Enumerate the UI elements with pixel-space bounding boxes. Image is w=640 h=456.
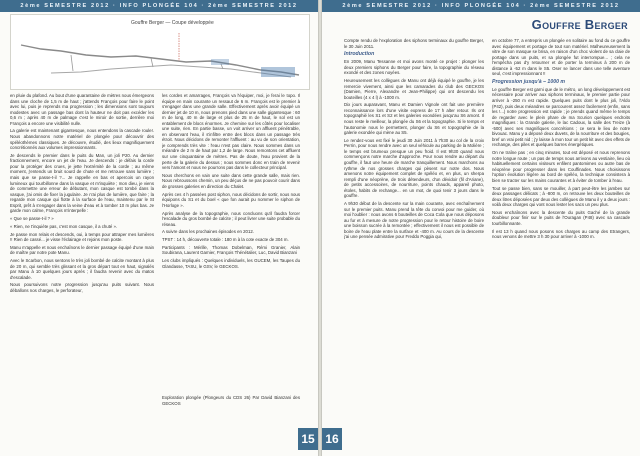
right-column-2: en octobre 77, a entrepris un plongée en solitaire au fond du ce gouffre avec équipement et portage de tout son matériel. Malheureusement la vitre de son masque se brisa, en raison d'un choc violent de sa claie de portage dans un puits, et sa plongée fut interrompue... ; cela ne l'empêcha pas d'y retourner et de porter la terminus à 200 m de distance à -52 m dans le S5. Oser se lancer dans une telle aventure seul, c'est impressionnant !! Progression jusqu'à – 1000 m Le gouffre Berger est garni que de le métro, un long développement est nécessaire pour arriver aux siphons terminaux, le premier partie pour arriver à -250 m est rapide. Quelques puits dont le plus joli, l'Aldo (P42), puis deux méandres se parcourent assez facilement (enfin, sans les !...) notre progression est rapide ; je prends quand même le temps de regarder avec le plein phare de ma Scurion quelques endroits magnifiques : la Grande galerie, le lac Cadoux, la salle des Treize (à -500) avec ses magnifiques concrétions ; ce sera le lieu de notre bivouac. Manu y a déposé deux duvets, de la nourriture et des bougies, bref un vrai petit nid ; j'y laisse à mon tour un petit kit avec des effets de rechange, des piles et quelques barres énergétiques. On ne traîne pas ; en cinq minutes, tout est déposé et nous reprenons notre longue route ; un pas de temps nous arrivons au vestiaire, lieu où habituellement certains visiteurs enfilent pantomimes ou autre bas de néoprène pour progresser dans les Couffinades. Nous choisissons l'option évolution légère au bord de spéléo, la technique consistera à bien se tracter sur les mains courantes et à éviter de tomber à l'eau. Tout se passe bien, sans se mouiller, à part peut-être les jambes sur deux passages délicats ; à -800 m, on retrouve les deux bouteilles de deux litres déposées par deux des collègues de Manu il y a deux jours : voilà deux charges qui vont nous lester les sacs un peu plus. Nous enchaînons avec la descente du puits Gaché de la grande doubleur pour finir sur le puits de l'Ouragan (P48) avec sa cascade tourbillonnante. Il est 13 h quand nous posons nos charges au camp des Etrangers, nous venons de mettre 3 h 30 pour arriver à -1000 m.: [492, 38, 630, 240]
gallery-line-lower: [51, 65, 291, 77]
page-left: [0, 0, 318, 456]
section-heading-intro: Introduction: [344, 51, 375, 58]
page-right: [322, 0, 640, 456]
gallery-line-upper: [21, 45, 299, 75]
shaft-2: [151, 58, 153, 67]
left-column-1: en pluie du plafond. Au bout d'une quarantaine de mètres nous émergeons dans une cloche de 1,5 m de haut ; j'attends François pour faire le point avec lui, puis je reprends ma progression ; les dimensions sont toujours modestes avec un passage bas dont la hauteur ne doit pas excéder les 0,6 m ; après 40 m de palmage c'est le miroir de sortie, derrière moi François a encore une visibilité nulle. La galerie est maintenant gigantesque, nous entendons la cascade rouler. Nous abandonnons notre matériel de plongée pour découvrir des spéléothèmes classiques. Je découvre, étudié, des lieux magnifiquement concrétionnés aux volumes impressionnants. Je descends le premier dans le puits du Man, un joli P20. Au dernier fractionnement, encore un jet de l'eau. Je descends : je défais la corde pour la protéger des crues, je jette l'extrémité de la corde ; au même moment, j'entends un bruit sourd de chute et me retrouve sans lumière ; mais que se passe-t-il ?... Je rappelle en bas et apercois un rayon lumineux qui tourbillonne dans la vasque et m'inquiète ; mon dieu, je viens de commettre une erreur de débutant, mon casque est tombé dans la vasque, j'ai omis de fixer la jugulaire. Je n'ai plus de lumière, que faire ; la regarde mon casque qui flotte à la surface de l'eau, maintenu par le St Esprit, prêt à s'engager dans la veine d'eau et à tomber 10 m plus bas. Je garde mon calme, François m'interpelle : « Que se passe-t-il ? » « Rien, ne t'inquiète pas, c'est mon casque, il a chuté ». Je passe mon relais et descends, oui, à temps pour attraper mes lumières !! Rien de cassé... je visse l'éclairage et rejoins mon poste. Manu m'appelle et nous enchaînons le dernier passage équipé d'une main de maître par notre pote Manu. Avec le Scarbon, nous sentons le très joli bombé de calcite montant à plus de 20 m, qui semble très glissant et la gros départ tout en haut, signalés par Manu à 10 quelques jours après ; il faudra revenir avec du matos d'escalade. Nous poursuivons notre progression jusqu'au puits suivant. Nous déballons nos charges, le perforateur,: [10, 93, 154, 293]
sump-zone-2: [211, 59, 229, 65]
article-title: Gouffre Berger: [531, 17, 628, 32]
shaft-1: [71, 55, 73, 71]
page-number-left: 15: [298, 428, 318, 450]
sump-zone: [261, 67, 295, 77]
right-column-1: Compte rendu de l'exploration des siphons terminaux du gouffre Berger, le 30 Juin 2011. Introduction En 2009, Manu Tessanne et moi avons monté ce projet : plonger les deux premiers siphons du Berger pour faire, la topographie du réseau exondé et des zones noyées. Heureusement les collègues de Manu ont déjà équipé le gouffre, je les remercie vivement, ainsi que les camarades du club des GECKOS (Damien, Pierre, Alexandre et Jean-Philippe) qui ont descendu les bouteilles (4 x 4 l) à -1000 m. Dix jours auparavant, Manu et Damien Vignole ont fait une première reconnaissance lors d'une visite express de 17 h alter retour. Ils ont topographié les S1 et S2 et les galeries exondées jusqu'au S6 amont. Il nous reste le meilleur, la plongée du S6 et la topographie. Si le temps et l'autonomie nous le permettent, plonger du S6 et topographie de la galerie exondée qui mène au S5. Le rendez-vous est fixé le jeudi 30 Juin 2011 à 7h30 au col de la croix Perrin, pour nous rendre avec un seul véhicule au parking de la Molière ; le temps est brumeux presque un peu froid. Il est 9h30 quand nous commençons notre marche d'approche. Pour nous rendre au départ du gouffre, il faut une heure de marche tranquillement. Nous marchons au rythme de nos grosses charges qui pèsent sur notre dos. Nous amenons notre équipement complet de spéléo et, en plus, un sherpa rempli d'une néoprène, de trois détendeurs, d'un dévidoir (fil d'Ariane), de petits accessoires, de nourriture, points chauds, appareil photo, étoles, habits de rechange... en un mot, de quoi tenir 3 jours dans le gouffre. A 9h30 début de la descente sur la main courante, avec enchaînement sur le premier puits. Manu prend la tête du convoi pour me guider, où moi l'oublier : nous avons 6 bouteilles de Coca Cola que nous déposons au fur et à mesure de notre progression pour le retour histoire de boire une boisson sucrée à la remontée ; effectivement il nous est possible de boire de l'eau plate entre la surface et -400 m. Au cours de la descente j'ai une pensée admirative pour Freddo Poggia qui,: [344, 38, 484, 240]
cave-profile-drawing: [11, 15, 309, 89]
page-header-left: 2ème SEMESTRE 2012 · INFO PLONGÉE 104 · 2ème SEMESTRE 2012: [0, 0, 318, 12]
left-column-2: les cordes et amarrages, François va l'équiper, moi, je ferai le topo. Il équipe en main courante un ressaut de 6 m. François est le premier à s'engager dans une grande salle. Effectivement après avoir équipé un dernier jet de 10 m, nous prenons pied dans une salle gigantesque : 60 m de long, 40 m de large et plus de 25 m de haut, le sol est un entablement de blocs énormes. Je chemine sur les côtés pour localiser une suite, rien. En partie basse, un voit arriver un affluent pénétrable, en observant l'eau, il s'infiltre entre des blocs dans un passage très étroit. Nous décidons de remonter l'affluent : au vu de son orientation, je comprends très vite : l'eau n'est pas claire. Nous sommes dans un méandre de 2 m de haut par 1,2 de large. Nous remontons cet affluent sur une cinquantaine de mètres. Pas de doute, l'eau provient de la perte de la galerie du dessus ; nous sommes donc en train de revenir vers l'amont et nous ne pourrons pas dans le collecteur principal. Nous cherchons en vain une suite dans cette grande salle, mais rien. Nous rebroussons chemin, un peu déçus de ne pas pouvoir courir dans de grosses galeries en direction du Chalet. Après ces 4 h passées post siphon, nous décidons de sortir, nous nous équipons du S1 et du boel « que fon aurait pu nommer le siphon de l'Horloge ». Après analyse de la topographie, nous concluons qu'il faudra forcer l'escalade du gros bombé de calcite ; il peut livrer une suite probable du réseau. A suivre dans les prochaines épisodes en 2012. TPST : 14 h, découverte totale : 180 m à la cote exacte de 304 m. Participants : Mérille, Thomas Dobelman, Rémi Granier, Alain Soubirana, Laurent Garnier, François Thénétalier, Luc, David Bianzani Les clubs impliqués : Quelques individuels, les GUCEM, les Taupes du Glandasse, TASU, le GSV, le GECKOS.: [162, 93, 300, 269]
cave-profile-map: [10, 14, 310, 90]
article-signature: Exploration plongée (Plongeurs du CDS 26) Par David Bianzani des GECKOS: [162, 395, 300, 406]
page-header-right: 2ème SEMESTRE 2012 · INFO PLONGÉE 104 · 2ème SEMESTRE 2012: [322, 0, 640, 12]
page-number-right: 16: [322, 428, 342, 450]
section-heading-progression: Progression jusqu'à – 1000 m: [492, 78, 566, 85]
map-caption: Gouffre Berger — Coupe développée: [131, 20, 214, 26]
